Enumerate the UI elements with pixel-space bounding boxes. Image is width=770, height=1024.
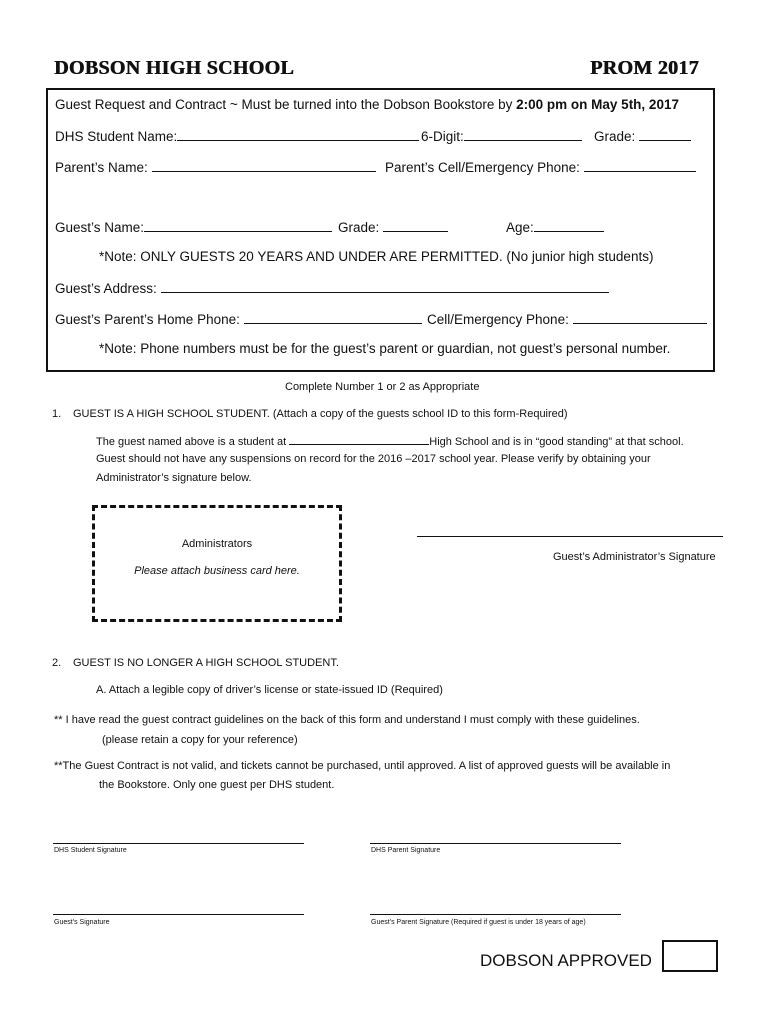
guest-parent-phone-row [55, 311, 422, 327]
section2-number: 2. [52, 657, 62, 669]
six-digit-row [421, 128, 582, 144]
para-text-a: The guest named above is a student at [96, 436, 287, 448]
guest-grade-field[interactable] [383, 219, 448, 232]
parent-signature-label: DHS Parent Signature [371, 847, 441, 854]
guest-parent-signature-line[interactable] [370, 914, 621, 915]
student-name-field[interactable] [177, 128, 419, 141]
parent-name-label: Parent’s Name: [55, 160, 148, 175]
guest-grade-label: Grade: [338, 220, 380, 235]
six-digit-label: 6-Digit: [421, 129, 464, 144]
agreement-line2b: the Bookstore. Only one guest per DHS student. [99, 779, 335, 791]
admin-signature-line[interactable] [417, 536, 723, 537]
parent-phone-field[interactable] [584, 159, 696, 172]
agreement-line2: **The Guest Contract is not valid, and tickets cannot be purchased, until approved. A list of approved guests will be available in [54, 760, 671, 772]
section1-number: 1. [52, 408, 62, 420]
note-age: *Note: ONLY GUESTS 20 YEARS AND UNDER ARE PERMITTED. (No junior high students) [99, 249, 654, 264]
section1-title: GUEST IS A HIGH SCHOOL STUDENT. (Attach a copy of the guests school ID to this form-Required) [73, 408, 568, 420]
guest-grade-row [338, 219, 448, 235]
parent-phone-label: Parent’s Cell/Emergency Phone: [385, 160, 580, 175]
card-title: Administrators [181, 538, 253, 550]
admin-signature-label: Guest’s Administrator’s Signature [553, 551, 716, 563]
card-instruction-text: Please attach business card here. [134, 565, 300, 577]
section1-para-line3: Administrator’s signature below. [96, 472, 252, 484]
event-title: PROM 2017 [590, 57, 699, 79]
cell-phone-label: Cell/Emergency Phone: [427, 312, 569, 327]
grade-field[interactable] [639, 128, 691, 141]
approval-checkbox[interactable] [662, 940, 718, 972]
section2-title: GUEST IS NO LONGER A HIGH SCHOOL STUDENT. [73, 657, 339, 669]
guest-parent-signature-label: Guest’s Parent Signature (Required if guest is under 18 years of age) [371, 919, 586, 926]
dobson-approved-label: DOBSON APPROVED [480, 951, 652, 970]
guest-name-field[interactable] [144, 219, 332, 232]
student-row [55, 128, 419, 144]
intro-text: Guest Request and Contract ~ Must be turned into the Dobson Bookstore by [55, 97, 517, 112]
agreement-line1b: (please retain a copy for your reference) [102, 734, 298, 746]
complete-note: Complete Number 1 or 2 as Appropriate [285, 381, 480, 393]
intro-line [55, 97, 679, 112]
cell-phone-field[interactable] [573, 311, 707, 324]
guest-name-label: Guest’s Name: [55, 220, 145, 235]
business-card-area[interactable] [92, 505, 342, 622]
guest-address-field[interactable] [161, 280, 609, 293]
age-row [506, 219, 604, 235]
guest-address-row [55, 280, 609, 296]
student-signature-label: DHS Student Signature [54, 847, 127, 854]
parent-phone-row [385, 159, 696, 175]
cell-phone-row [427, 311, 707, 327]
section1-para-line2: Guest should not have any suspensions on record for the 2016 –2017 school year. Please verify by obtaining your [96, 453, 651, 465]
guest-signature-label: Guest’s Signature [54, 919, 110, 926]
para-text-b: High School and is in “good standing” at that school. [429, 436, 684, 448]
guest-address-label: Guest’s Address: [55, 281, 157, 296]
guest-name-row [55, 219, 332, 235]
guest-parent-phone-label: Guest’s Parent’s Home Phone: [55, 312, 240, 327]
parent-signature-line[interactable] [370, 843, 621, 844]
deadline: 2:00 pm on May 5th, 2017 [516, 97, 679, 112]
grade-label: Grade: [594, 129, 636, 144]
school-name-field[interactable] [289, 434, 429, 445]
parent-name-field[interactable] [152, 159, 376, 172]
six-digit-field[interactable] [464, 128, 582, 141]
guest-parent-phone-field[interactable] [244, 311, 422, 324]
student-name-label: DHS Student Name: [55, 129, 178, 144]
school-title: DOBSON HIGH SCHOOL [54, 57, 294, 79]
section2-item-a: A. Attach a legible copy of driver’s license or state-issued ID (Required) [96, 684, 443, 696]
card-instruction [92, 565, 342, 577]
age-field[interactable] [534, 219, 604, 232]
guest-signature-line[interactable] [53, 914, 304, 915]
note-phone: *Note: Phone numbers must be for the guest’s parent or guardian, not guest’s personal number. [99, 341, 671, 356]
age-label: Age: [506, 220, 534, 235]
parent-name-row [55, 159, 376, 175]
grade-row [594, 128, 691, 144]
agreement-line1: ** I have read the guest contract guidelines on the back of this form and understand I must comply with these guidelines. [54, 714, 640, 726]
student-signature-line[interactable] [53, 843, 304, 844]
section1-para-line1 [96, 434, 684, 448]
